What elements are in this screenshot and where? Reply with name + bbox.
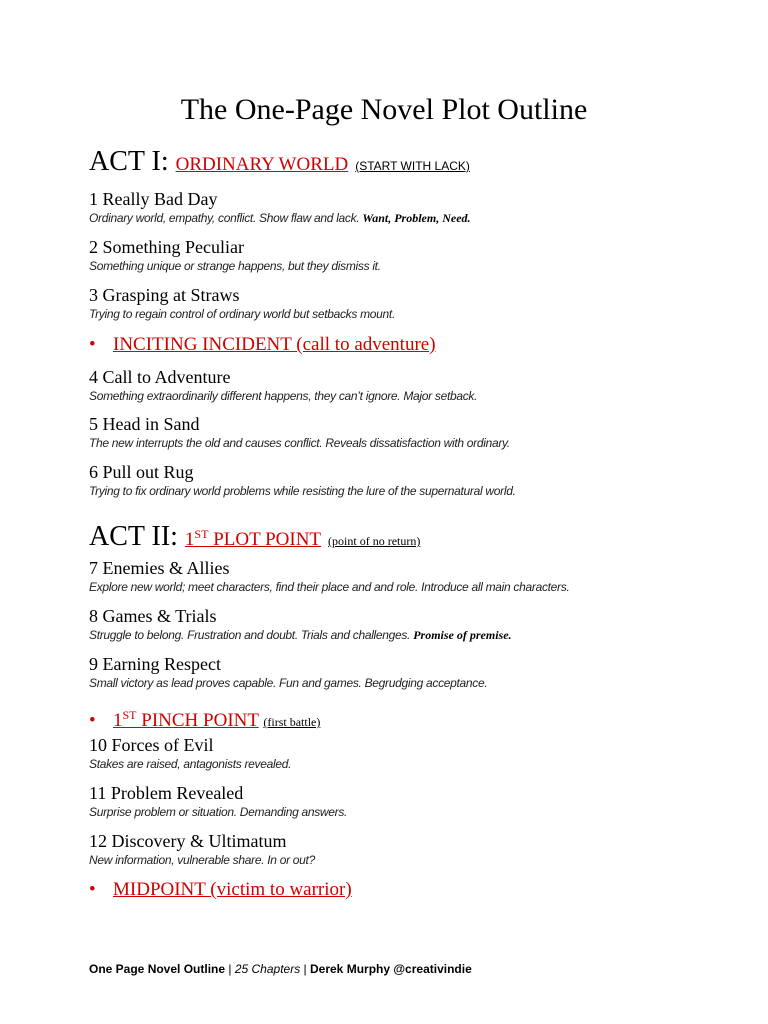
chapter-entry xyxy=(89,557,570,595)
page-title: The One-Page Novel Plot Outline xyxy=(180,93,588,126)
chapter-heading: 10 Forces of Evil xyxy=(89,735,214,755)
chapter-entry xyxy=(89,653,487,691)
bullet-icon: • xyxy=(89,879,96,900)
chapter-description: Ordinary world, empathy, conflict. Show flaw and lack. Want, Problem, Need. xyxy=(89,211,471,225)
milestone-inciting-incident xyxy=(89,333,436,357)
chapter-entry xyxy=(89,366,477,404)
chapter-entry xyxy=(89,734,291,772)
chapter-description: Something unique or strange happens, but they dismiss it. xyxy=(89,259,381,273)
footer-separator: | xyxy=(300,962,310,976)
act-one-prefix: ACT I: xyxy=(89,146,169,177)
chapter-description: Explore new world; meet characters, find their place and and role. Introduce all main characters. xyxy=(89,580,570,594)
milestone-first-pinch-point xyxy=(89,703,320,734)
chapter-entry xyxy=(89,188,471,226)
milestone-label: 1ST PINCH POINT xyxy=(113,708,259,731)
chapter-heading: 1 Really Bad Day xyxy=(89,189,218,209)
act-two-note: (point of no return) xyxy=(328,534,421,548)
chapter-entry xyxy=(89,830,315,868)
chapter-description: New information, vulnerable share. In or out? xyxy=(89,853,315,867)
act-two-name: 1ST PLOT POINT xyxy=(184,527,322,550)
chapter-entry xyxy=(89,236,381,274)
footer-chapters: 25 Chapters xyxy=(234,962,301,976)
chapter-entry xyxy=(89,413,510,451)
chapter-entry xyxy=(89,782,347,820)
chapter-heading: 5 Head in Sand xyxy=(89,414,200,434)
chapter-emphasis: Promise of premise. xyxy=(413,628,512,642)
milestone-label: MIDPOINT (victim to warrior) xyxy=(113,879,352,900)
chapter-description: Something extraordinarily different happens, they can’t ignore. Major setback. xyxy=(89,389,478,403)
chapter-heading: 3 Grasping at Straws xyxy=(89,285,240,305)
chapter-entry xyxy=(89,284,395,322)
bullet-icon: • xyxy=(89,334,96,355)
bullet-icon: • xyxy=(89,710,96,731)
footer-author: Derek Murphy @creativindie xyxy=(310,962,472,976)
chapter-entry xyxy=(89,461,516,499)
chapter-heading: 11 Problem Revealed xyxy=(89,783,244,803)
chapter-heading: 6 Pull out Rug xyxy=(89,462,194,482)
chapter-description: Surprise problem or situation. Demanding answers. xyxy=(89,805,348,819)
chapter-heading: 7 Enemies & Allies xyxy=(89,558,230,578)
act-one-note: (START WITH LACK) xyxy=(355,159,470,173)
footer-separator: | xyxy=(225,962,235,976)
act-two-heading xyxy=(89,518,420,557)
chapter-heading: 12 Discovery & Ultimatum xyxy=(89,831,287,851)
act-one-name: ORDINARY WORLD xyxy=(175,154,349,175)
chapter-heading: 8 Games & Trials xyxy=(89,606,217,626)
chapter-description: Trying to fix ordinary world problems while resisting the lure of the supernatural world. xyxy=(89,484,516,498)
chapter-heading: 9 Earning Respect xyxy=(89,654,221,674)
chapter-description: The new interrupts the old and causes conflict. Reveals dissatisfaction with ordinary. xyxy=(89,436,510,450)
chapter-heading: 4 Call to Adventure xyxy=(89,367,231,387)
milestone-midpoint xyxy=(89,878,352,902)
chapter-entry xyxy=(89,605,512,643)
chapter-description: Struggle to belong. Frustration and doubt. Trials and challenges. Promise of premise. xyxy=(89,628,512,642)
act-one-heading xyxy=(89,146,470,182)
chapter-heading: 2 Something Peculiar xyxy=(89,237,244,257)
milestone-note: (first battle) xyxy=(263,715,321,729)
chapter-description: Trying to regain control of ordinary world but setbacks mount. xyxy=(89,307,395,321)
page-footer xyxy=(89,962,472,976)
act-two-prefix: ACT II: xyxy=(89,521,178,552)
chapter-emphasis: Want, Problem, Need. xyxy=(362,211,471,225)
chapter-description: Stakes are raised, antagonists revealed. xyxy=(89,757,292,771)
milestone-label: INCITING INCIDENT (call to adventure) xyxy=(113,334,436,355)
footer-title: One Page Novel Outline xyxy=(89,962,226,976)
chapter-description: Small victory as lead proves capable. Fun and games. Begrudging acceptance. xyxy=(89,676,488,690)
